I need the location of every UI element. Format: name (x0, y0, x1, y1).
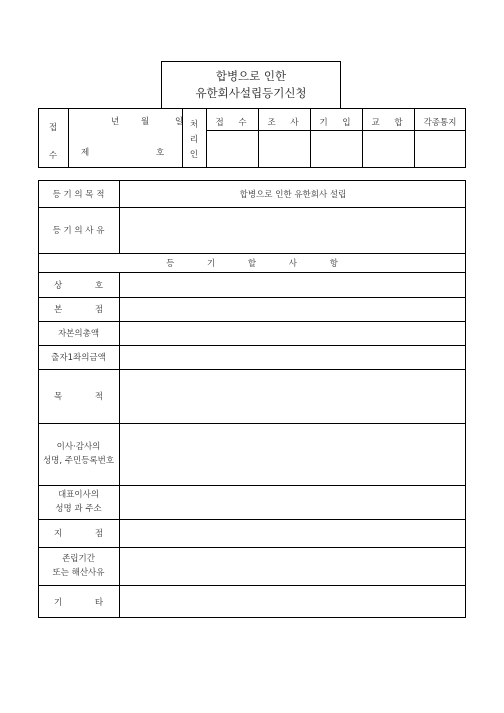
row-label-trade-name (38, 272, 119, 297)
col-collation: 교 합 (371, 118, 409, 128)
row-label-text: 목 적 (53, 392, 104, 402)
row-label-representative (38, 485, 119, 519)
row-value-term[interactable] (120, 548, 466, 585)
col-entry: 기 입 (319, 118, 357, 128)
row-value-reason[interactable] (120, 208, 466, 253)
row-label-text: 기 타 (53, 597, 104, 608)
row-label-text: 출자1좌의금액 (51, 353, 106, 363)
header-divider (310, 108, 311, 168)
row-value-unit-amount[interactable] (120, 346, 466, 369)
row-label-text: 등 기 의 목 적 (52, 189, 105, 200)
row-label-text: 또는 해산사유 (52, 568, 105, 578)
row-value-trade-name[interactable] (120, 273, 466, 297)
row-label-directors (38, 423, 119, 485)
header-divider (206, 130, 466, 131)
row-label-reason (38, 207, 119, 253)
row-label-branch (38, 519, 119, 547)
row-label-business-purpose (38, 369, 119, 423)
row-label-text: 자본의총액 (57, 329, 100, 339)
header-divider (68, 108, 69, 168)
row-label-unit-amount (38, 345, 119, 369)
matters-header (38, 253, 466, 272)
row-value-branch[interactable] (120, 520, 466, 547)
col-receipt: 접 수 (215, 118, 253, 128)
form-title-line2: 유한회사설립등기신청 (195, 86, 307, 100)
row-label-other (38, 585, 119, 618)
row-label-text: 성명, 주민등록번호 (42, 456, 115, 466)
number-prefix: 제 (81, 148, 90, 158)
row-label-text: 성명 과 주소 (55, 504, 102, 514)
row-label-head-office (38, 297, 119, 321)
receipt-label-top: 접 (48, 123, 58, 133)
row-label-purpose (38, 180, 119, 207)
row-value-purpose (120, 180, 466, 207)
row-value-business-purpose[interactable] (120, 370, 466, 423)
header-divider (206, 108, 207, 168)
row-label-text: 상 호 (53, 280, 104, 291)
col-notifications: 각종통지 (423, 118, 457, 128)
row-label-text: 등 기 의 사 유 (52, 226, 105, 236)
row-value-text: 합병으로 인한 유한회사 설립 (239, 189, 347, 200)
process-label-char: 리 (189, 135, 199, 145)
row-value-directors[interactable] (120, 424, 466, 485)
row-value-representative[interactable] (120, 486, 466, 519)
date-year-label: 년 (111, 117, 120, 127)
row-label-text: 지 점 (53, 529, 104, 539)
row-label-text: 존립기간 (62, 554, 95, 564)
row-label-text: 본 점 (53, 305, 104, 315)
process-label-char: 인 (189, 150, 199, 160)
process-label-char: 처 (189, 120, 199, 130)
col-inspection: 조 사 (267, 118, 305, 128)
header-divider (258, 108, 259, 168)
date-day-label: 일 (175, 117, 184, 127)
row-value-capital[interactable] (120, 322, 466, 345)
header-divider (414, 108, 415, 168)
receipt-label-bottom: 수 (48, 151, 58, 161)
matters-header-text: 등 기 할 사 항 (166, 258, 338, 269)
header-divider (362, 108, 363, 168)
row-value-other[interactable] (120, 586, 466, 618)
row-value-head-office[interactable] (120, 298, 466, 321)
date-month-label: 월 (141, 117, 150, 127)
form-title-line1: 합병으로 인한 (215, 69, 287, 83)
form-title-box (161, 61, 341, 109)
row-label-text: 대표이사의 (57, 490, 100, 500)
number-suffix: 호 (156, 148, 165, 158)
row-label-capital (38, 321, 119, 345)
row-label-text: 이사·감사의 (56, 442, 101, 452)
row-label-term (38, 547, 119, 585)
